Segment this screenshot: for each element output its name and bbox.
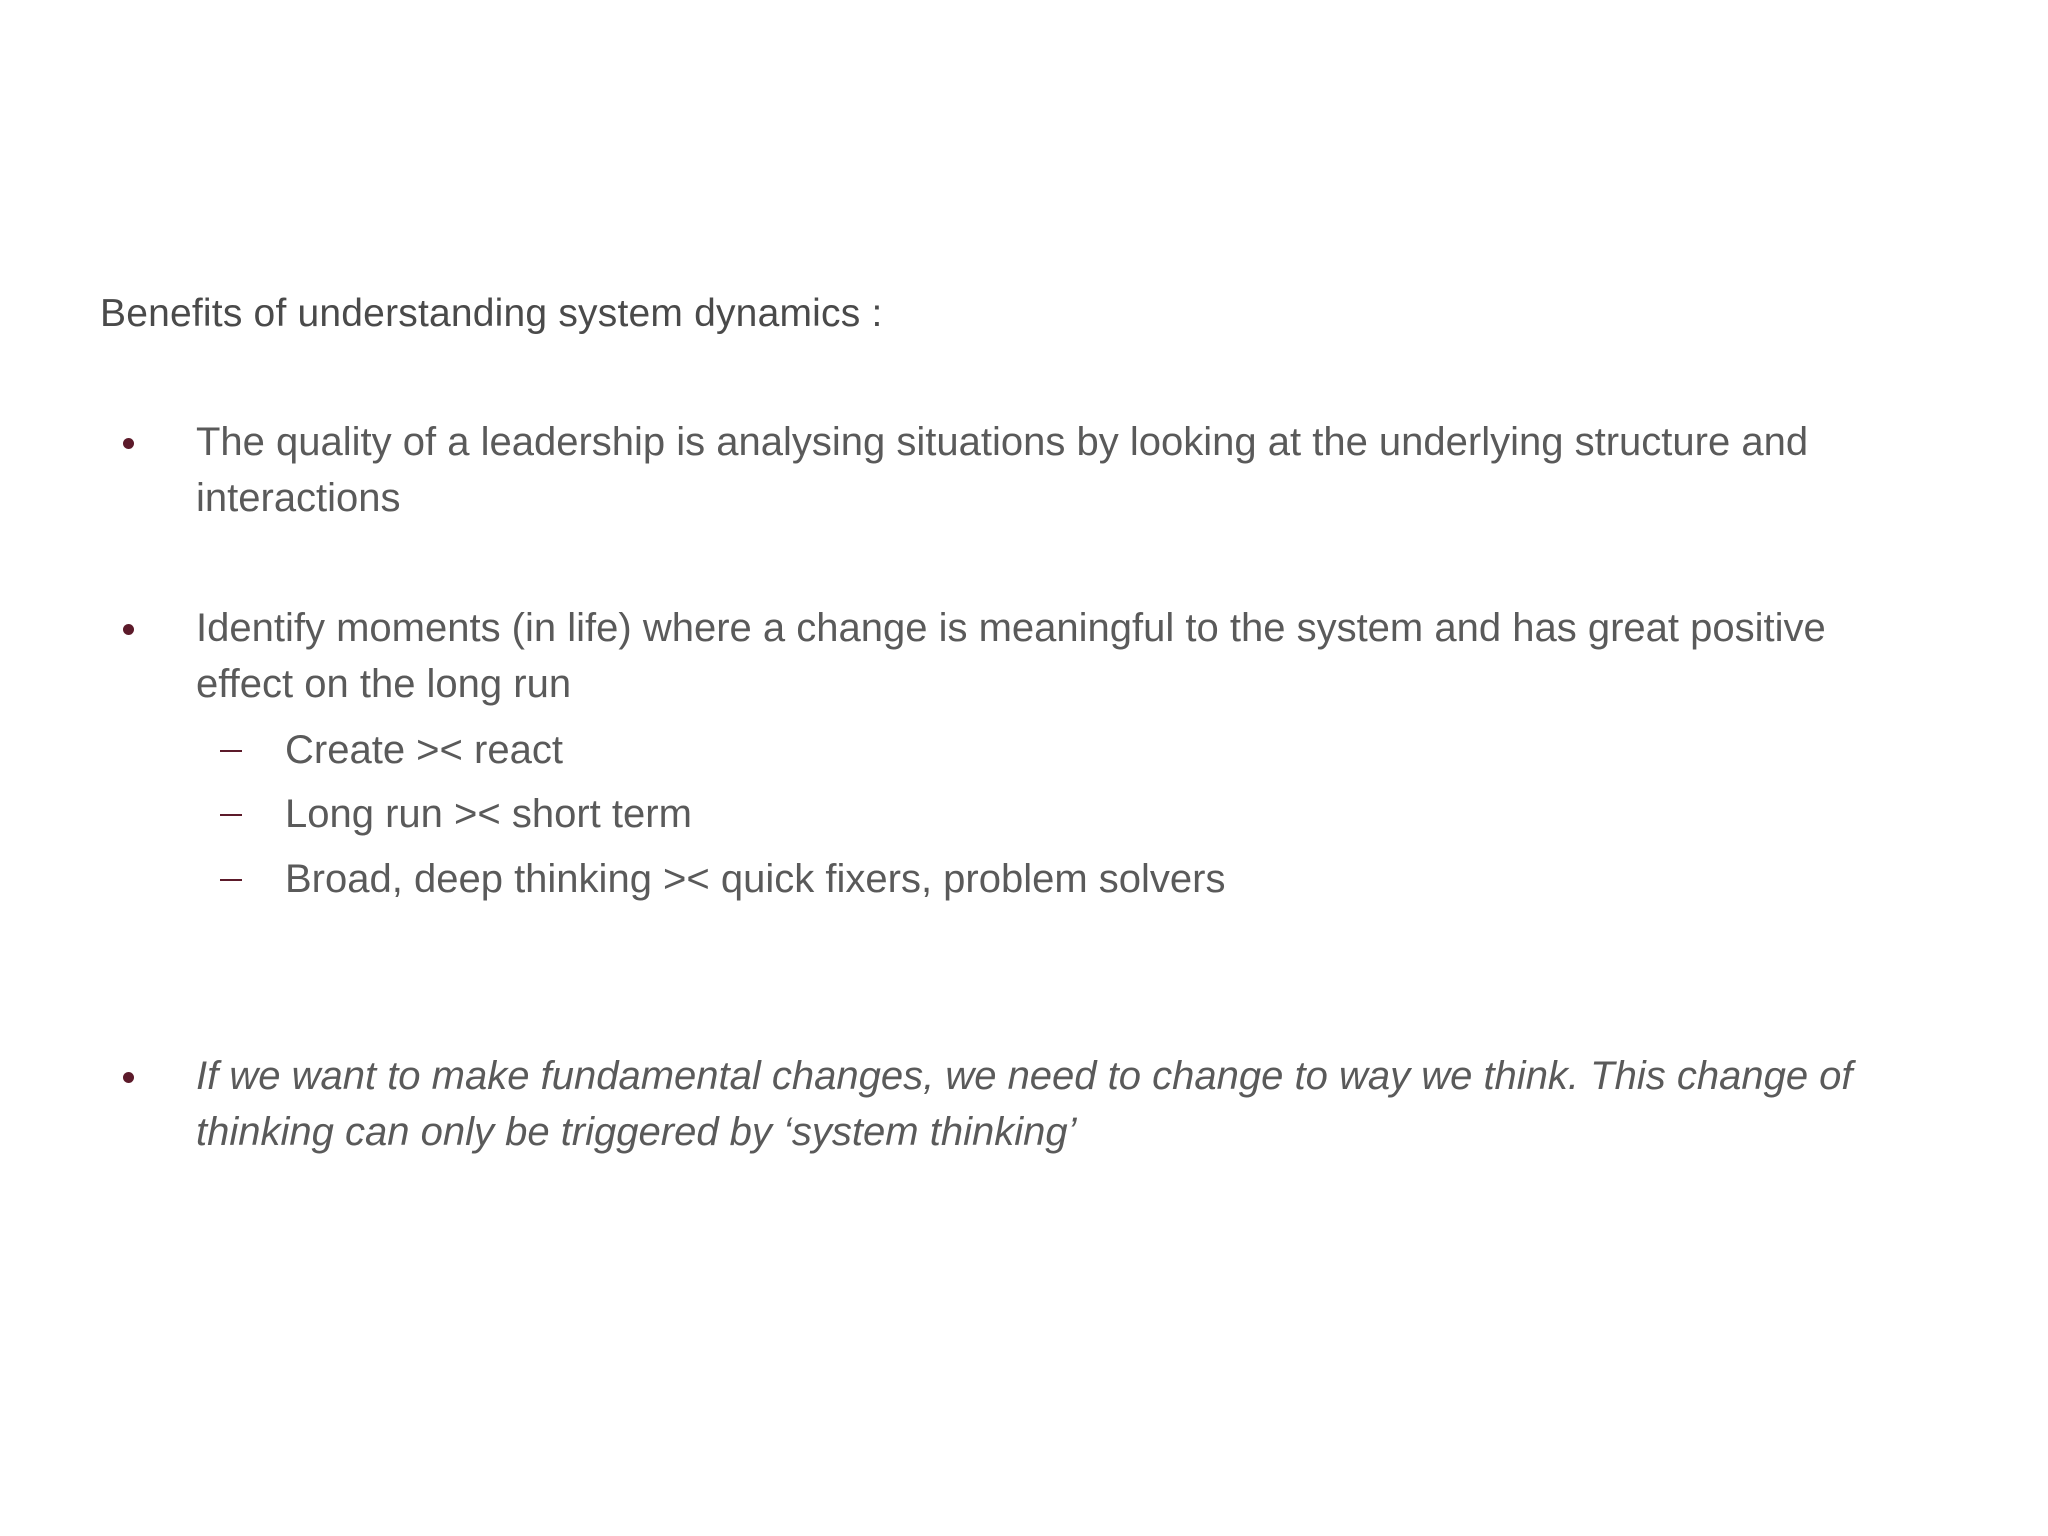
slide-heading: Benefits of understanding system dynamics : [100,292,883,335]
bullet-dot-icon [123,438,134,449]
dash-icon [220,750,242,752]
sub-item-text: Broad, deep thinking >< quick fixers, problem solvers [285,857,1226,901]
dash-icon [220,879,242,881]
bullet-dot-icon [123,1072,134,1083]
sub-item-text: Long run >< short term [285,792,692,836]
bullet-text: If we want to make fundamental changes, we need to change to way we think. This change of thinking can only be triggered by ‘system thinking’ [196,1054,1853,1154]
bullet-text: The quality of a leadership is analysing situations by looking at the underlying structure and interactions [196,420,1809,520]
dash-icon [220,814,242,816]
bullet-dot-icon [123,624,134,635]
sub-item-text: Create >< react [285,728,563,772]
bullet-text: Identify moments (in life) where a change is meaningful to the system and has great positive effect on the long run [196,606,1826,706]
